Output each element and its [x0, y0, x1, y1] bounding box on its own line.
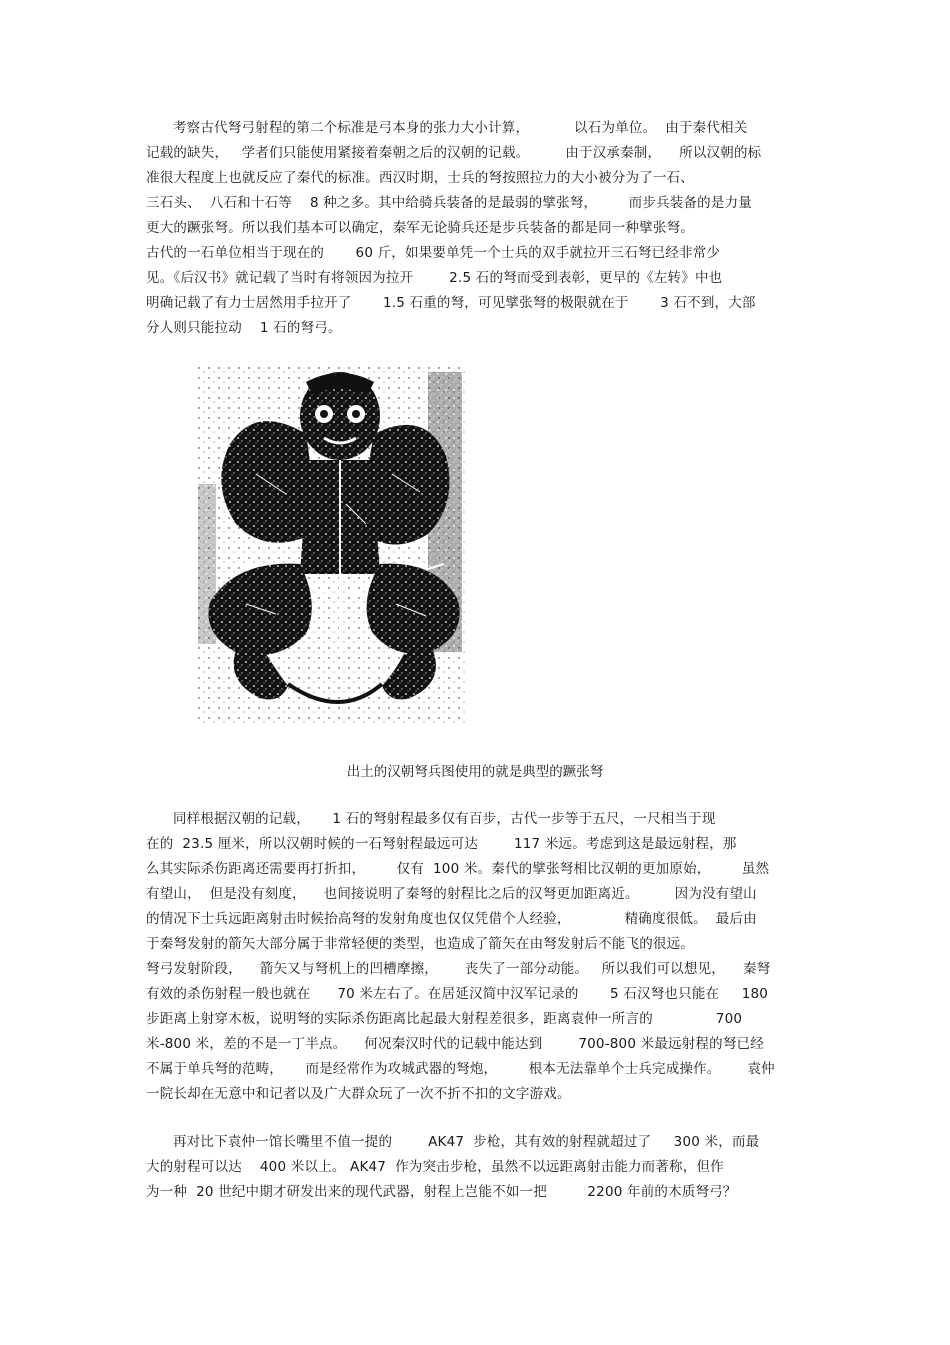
paragraph-line: 有效的杀伤射程一般也就在 70 米左右了。在居延汉简中汉军记录的 5 石汉弩也只能在 180: [146, 986, 769, 1002]
paragraph-line: 同样根据汉朝的记载， 1 石的弩射程最多仅有百步，古代一步等于五尺，一尺相当于现: [146, 811, 716, 827]
paragraph-line: 考察古代弩弓射程的第二个标准是弓本身的张力大小计算， 以石为单位。 由于秦代相关: [146, 120, 748, 136]
paragraph-line: 为一种 20 世纪中期才研发出来的现代武器，射程上岂能不如一把 2200 年前的木质弩弓？: [146, 1184, 737, 1200]
paragraph-line: 大的射程可以达 400 米以上。 AK47 作为突击步枪，虽然不以远距离射击能力而著称，但作: [146, 1159, 724, 1175]
paragraph-line: 于秦弩发射的箭矢大部分属于非常轻便的类型，也造成了箭矢在由弩发射后不能飞的很远。: [146, 936, 694, 952]
paragraph-line: 准很大程度上也就反应了秦代的标准。西汉时期，士兵的弩按照拉力的大小被分为了一石、: [146, 170, 694, 186]
paragraph-line: 在的 23.5 厘米，所以汉朝时候的一石弩射程最远可达 117 米远。考虑到这是最远射程，那: [146, 836, 737, 852]
paragraph-line: 见。《后汉书》就记载了当时有将领因为拉开 2.5 石的弩而受到表彰，更早的《左转》中也: [146, 270, 723, 286]
paragraph-line: 分人则只能拉动 1 石的弩弓。: [146, 320, 342, 336]
paragraph-line: 记载的缺失， 学者们只能使用紧接着秦朝之后的汉朝的记载。 由于汉承秦制， 所以汉朝的标: [146, 145, 762, 161]
paragraph-line: 么其实际杀伤距离还需要再打折扣， 仅有 100 米。秦代的擘张弩相比汉朝的更加原始， 虽然: [146, 861, 770, 877]
paragraph-line: 明确记载了有力士居然用手拉开了 1.5 石重的弩，可见擘张弩的极限就在于 3 石不到，大部: [146, 295, 756, 311]
paragraph-line: 三石头、 八石和十石等 8 种之多。其中给骑兵装备的是最弱的擘张弩， 而步兵装备的是力量: [146, 195, 752, 211]
paragraph-line: 米-800 米，差的不是一丁半点。 何况秦汉时代的记载中能达到 700-800 米最远射程的弩已经: [146, 1036, 764, 1052]
paragraph-line: 步距离上射穿木板，说明弩的实际杀伤距离比起最大射程差很多，距离袁仲一所言的 700: [146, 1011, 743, 1027]
figure-caption: 出土的汉朝弩兵图使用的就是典型的蹶张弩: [346, 764, 604, 780]
paragraph-line: 的情况下士兵远距离射击时候抬高弩的发射角度也仅仅凭借个人经验， 精确度很低。 最后由: [146, 911, 757, 927]
paragraph-line: 更大的蹶张弩。所以我们基本可以确定，秦军无论骑兵还是步兵装备的都是同一种擘张弩。: [146, 220, 694, 236]
paragraph-line: 有望山， 但是没有刻度， 也间接说明了秦弩的射程比之后的汉弩更加距离近。 因为没有望山: [146, 886, 757, 902]
paragraph-line: 一院长却在无意中和记者以及广大群众玩了一次不折不扣的文字游戏。: [146, 1086, 571, 1102]
paragraph-line: 弩弓发射阶段， 箭矢又与弩机上的凹槽摩擦， 丧失了一部分动能。 所以我们可以想见， 秦弩: [146, 961, 771, 977]
paragraph-line: 不属于单兵弩的范畴， 而是经常作为攻城武器的弩炮， 根本无法靠单个士兵完成操作。 袁仲: [146, 1061, 775, 1077]
paragraph-line: 古代的一石单位相当于现在的 60 斤，如果要单凭一个士兵的双手就拉开三石弩已经非常少: [146, 245, 721, 261]
crossbowman-rubbing-image: [196, 364, 468, 724]
paragraph-line: 再对比下袁仲一馆长嘴里不值一提的 AK47 步枪，其有效的射程就超过了 300 米，而最: [146, 1134, 760, 1150]
